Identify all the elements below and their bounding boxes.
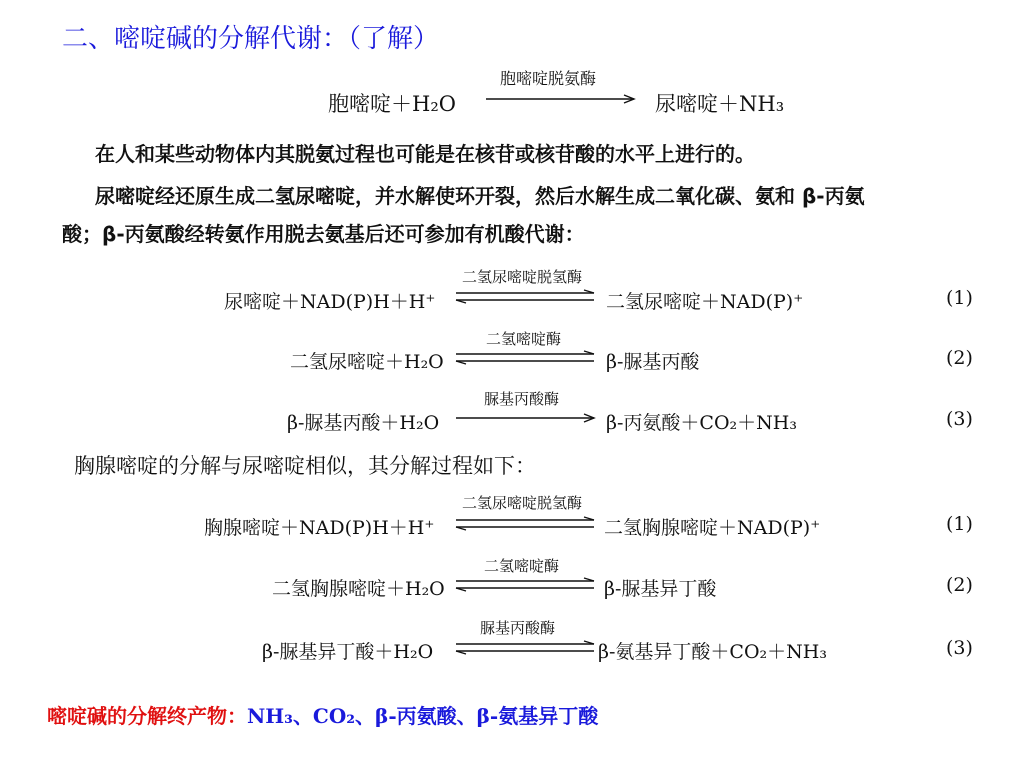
- uracil-reaction-2-right: β-脲基丙酸: [606, 351, 700, 373]
- uracil-reaction-3-enzyme: 脲基丙酸酶: [484, 390, 560, 408]
- uracil-reaction-1-number: (1): [946, 287, 973, 309]
- uracil-reaction-1-left: 尿嘧啶＋NAD(P)H＋H⁺: [224, 291, 436, 313]
- uracil-reaction-3-left: β-脲基丙酸＋H₂O: [287, 412, 440, 434]
- thymine-reaction-2-number: (2): [946, 574, 973, 596]
- reversible-arrow-icon: [456, 351, 596, 365]
- reversible-arrow-icon: [456, 578, 596, 592]
- thymine-reaction-3-enzyme: 脲基丙酸酶: [480, 619, 556, 637]
- reversible-arrow-icon: [456, 290, 596, 304]
- reversible-arrow-icon: [456, 641, 596, 655]
- thymine-reaction-1-right: 二氢胸腺嘧啶＋NAD(P)⁺: [604, 517, 821, 539]
- reaction-top-right: 尿嘧啶＋NH₃: [655, 92, 785, 116]
- thymine-reaction-2-left: 二氢胸腺嘧啶＋H₂O: [272, 578, 445, 600]
- reversible-arrow-icon: [456, 517, 596, 531]
- final-products-label: 嘧啶碱的分解终产物：: [47, 704, 247, 728]
- uracil-reaction-1-right: 二氢尿嘧啶＋NAD(P)⁺: [606, 291, 804, 313]
- page-title: 二、嘧啶碱的分解代谢：（了解）: [62, 24, 440, 54]
- uracil-reaction-3-number: (3): [946, 408, 973, 430]
- thymine-reaction-3-left: β-脲基异丁酸＋H₂O: [262, 641, 434, 663]
- thymine-reaction-1-enzyme: 二氢尿嘧啶脱氢酶: [462, 494, 583, 512]
- paragraph-uracil-line1: 尿嘧啶经还原生成二氢尿嘧啶，并水解使环开裂，然后水解生成二氧化碳、氨和 β-丙氨: [95, 184, 865, 208]
- final-products-list: NH₃、CO₂、β-丙氨酸、β-氨基异丁酸: [247, 704, 599, 728]
- reaction-top-left: 胞嘧啶＋H₂O: [328, 92, 456, 116]
- paragraph-uracil-line2: 酸；β-丙氨酸经转氨作用脱去氨基后还可参加有机酸代谢：: [62, 222, 585, 246]
- uracil-reaction-1-enzyme: 二氢尿嘧啶脱氢酶: [462, 268, 583, 286]
- paragraph-thymine: 胸腺嘧啶的分解与尿嘧啶相似，其分解过程如下：: [74, 454, 536, 478]
- forward-arrow-icon: [486, 95, 636, 105]
- final-products-line: [47, 700, 598, 729]
- uracil-reaction-2-number: (2): [946, 347, 973, 369]
- thymine-reaction-3-number: (3): [946, 637, 973, 659]
- paragraph-deamination: 在人和某些动物体内其脱氨过程也可能是在核苷或核苷酸的水平上进行的。: [95, 142, 755, 166]
- thymine-reaction-1-left: 胸腺嘧啶＋NAD(P)H＋H⁺: [204, 517, 435, 539]
- reaction-top-enzyme: 胞嘧啶脱氨酶: [500, 69, 597, 88]
- forward-arrow-icon: [456, 414, 596, 424]
- thymine-reaction-2-enzyme: 二氢嘧啶酶: [484, 557, 560, 575]
- thymine-reaction-2-right: β-脲基异丁酸: [604, 578, 717, 600]
- thymine-reaction-1-number: (1): [946, 513, 973, 535]
- uracil-reaction-2-enzyme: 二氢嘧啶酶: [486, 330, 562, 348]
- uracil-reaction-2-left: 二氢尿嘧啶＋H₂O: [290, 351, 444, 373]
- thymine-reaction-3-right: β-氨基异丁酸＋CO₂＋NH₃: [598, 641, 827, 663]
- uracil-reaction-3-right: β-丙氨酸＋CO₂＋NH₃: [606, 412, 797, 434]
